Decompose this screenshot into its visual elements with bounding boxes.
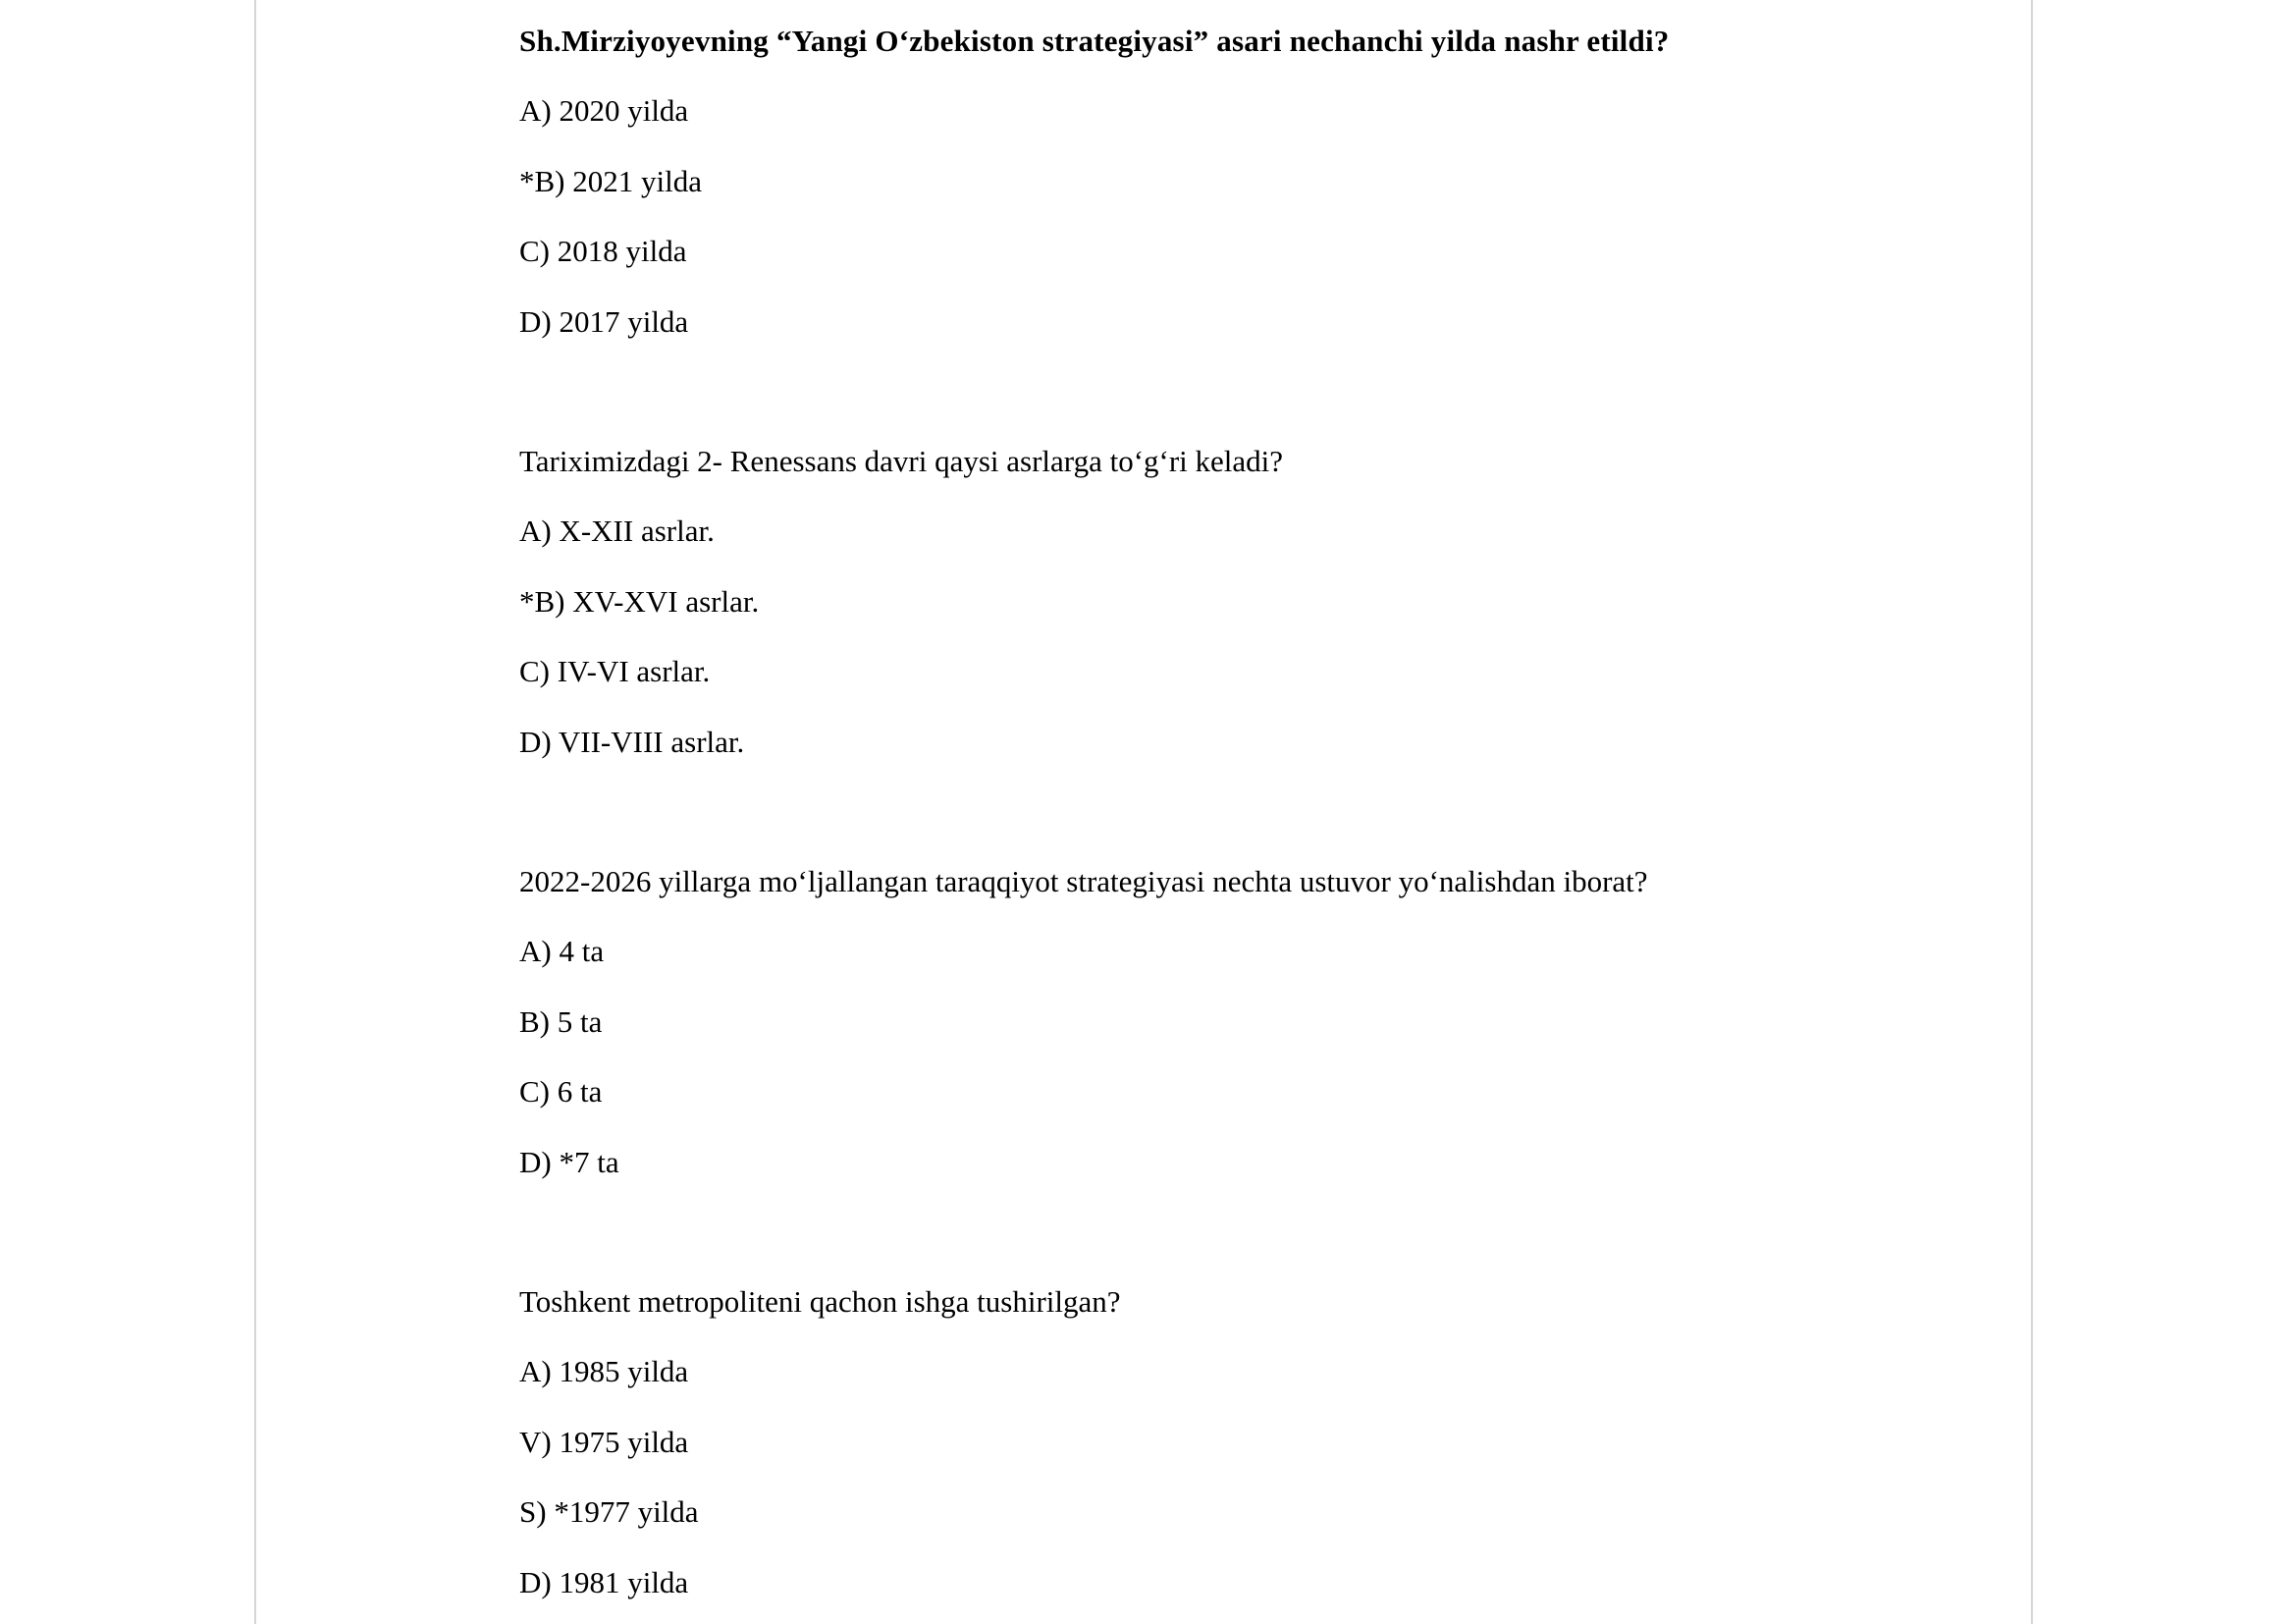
question-text: Sh.Mirziyoyevning “Yangi O‘zbekiston strategiyasi” asari nechanchi yilda nashr etildi? — [519, 24, 1670, 58]
answer-option: *B) 2021 yilda — [519, 163, 702, 198]
answer-options — [519, 1352, 1121, 1624]
document-page — [254, 0, 2033, 1624]
question-block-2 — [519, 442, 1283, 792]
question-block-1 — [519, 22, 1669, 372]
answer-option: D) 1981 yilda — [519, 1564, 689, 1599]
question-text: Toshkent metropoliteni qachon ishga tushirilgan? — [519, 1284, 1121, 1319]
answer-option: S) *1977 yilda — [519, 1494, 699, 1529]
question-text: 2022-2026 yillarga mo‘ljallangan taraqqiyot strategiyasi nechta ustuvor yo‘nalishdan iborat? — [519, 864, 1648, 898]
answer-options — [519, 932, 1648, 1213]
answer-option: D) VII-VIII asrlar. — [519, 724, 745, 759]
answer-option: D) *7 ta — [519, 1144, 619, 1179]
question-block-4 — [519, 1282, 1121, 1624]
answer-option: *B) XV-XVI asrlar. — [519, 583, 760, 619]
answer-option: C) 6 ta — [519, 1074, 603, 1109]
answer-option: D) 2017 yilda — [519, 303, 689, 339]
answer-option: A) 4 ta — [519, 934, 605, 968]
answer-option: V) 1975 yilda — [519, 1424, 689, 1459]
answer-options — [519, 512, 1283, 792]
answer-option: A) X-XII asrlar. — [519, 514, 715, 548]
question-block-3 — [519, 862, 1648, 1213]
answer-option: A) 2020 yilda — [519, 93, 689, 128]
answer-option: C) 2018 yilda — [519, 234, 687, 268]
answer-option: C) IV-VI asrlar. — [519, 654, 711, 688]
answer-option: B) 5 ta — [519, 1003, 603, 1039]
question-text: Tariximizdagi 2- Renessans davri qaysi asrlarga to‘g‘ri keladi? — [519, 444, 1284, 478]
answer-options — [519, 91, 1669, 372]
answer-option: A) 1985 yilda — [519, 1354, 689, 1388]
